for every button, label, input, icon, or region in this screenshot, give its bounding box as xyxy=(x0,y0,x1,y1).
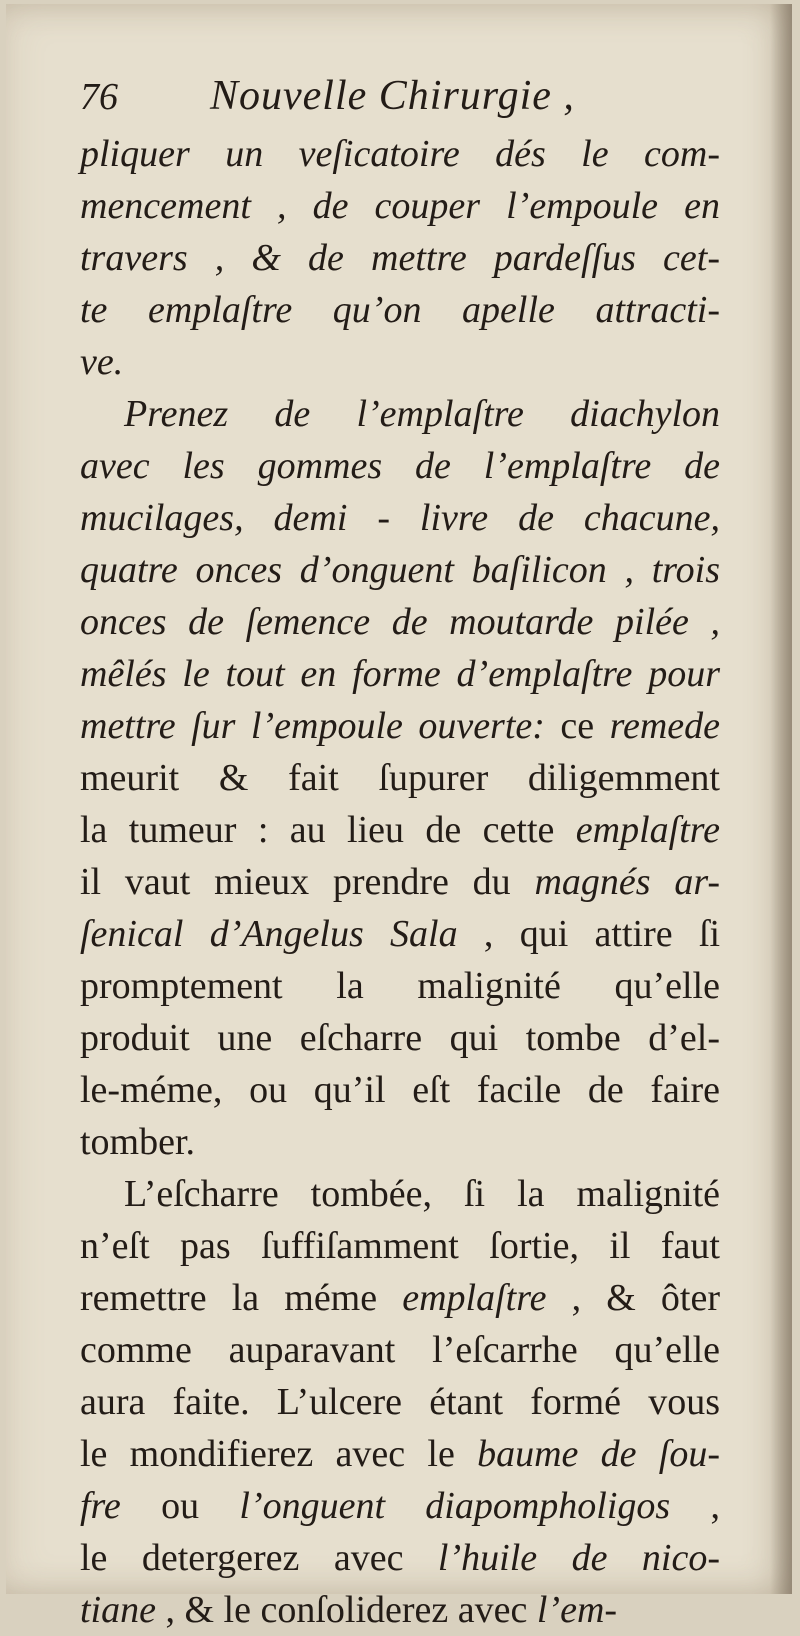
italic-span: mettre ſur l’empoule ouverte: xyxy=(80,705,545,747)
text-line xyxy=(80,804,720,856)
italic-span: travers , & de mettre pardeſſus cet- xyxy=(80,237,720,279)
text-line xyxy=(80,1220,720,1272)
roman-span: tomber. xyxy=(80,1121,196,1163)
text-line xyxy=(80,440,720,492)
roman-span: meurit & fait ſupurer diligemment xyxy=(80,757,720,799)
italic-span: fre xyxy=(80,1485,121,1527)
book-page xyxy=(6,4,792,1631)
italic-span: l’huile de nico- xyxy=(437,1537,720,1579)
roman-span: , xyxy=(670,1485,721,1527)
text-line xyxy=(80,596,720,648)
roman-span: aura faite. L’ulcere étant formé vous xyxy=(80,1381,720,1423)
roman-span: produit une eſcharre qui tombe d’el- xyxy=(80,1017,720,1059)
roman-span: L’eſcharre tombée, ſi la malignité xyxy=(124,1173,720,1215)
text-line xyxy=(80,1272,720,1324)
italic-span: te emplaſtre qu’on apelle attracti- xyxy=(80,289,720,331)
text-line xyxy=(80,544,720,596)
italic-span: remede xyxy=(609,705,721,747)
text-line xyxy=(80,1064,720,1116)
page-number: 76 xyxy=(80,76,118,118)
text-line xyxy=(80,856,720,908)
text-line xyxy=(80,128,720,180)
text-line xyxy=(80,1012,720,1064)
text-line xyxy=(80,1116,720,1168)
text-line xyxy=(80,284,720,336)
italic-span: l’em- xyxy=(536,1589,618,1631)
italic-span: emplaſtre xyxy=(575,809,720,851)
roman-span: remettre la méme xyxy=(80,1277,403,1319)
text-line xyxy=(80,180,720,232)
text-line xyxy=(80,700,720,752)
roman-span: promptement la malignité qu’elle xyxy=(80,965,720,1007)
italic-span: Prenez de l’emplaſtre diachylon xyxy=(124,393,720,435)
italic-span: onces de ſemence de moutarde pilée , xyxy=(80,601,720,643)
text-line xyxy=(80,1376,720,1428)
italic-span: l’onguent diapompholigos xyxy=(239,1485,671,1527)
text-line xyxy=(80,1480,720,1532)
roman-span: , & le conſoliderez avec xyxy=(155,1589,537,1631)
roman-span: comme auparavant l’eſcarrhe qu’elle xyxy=(80,1329,720,1371)
roman-span: il vaut mieux prendre du xyxy=(80,861,535,903)
roman-span: ce xyxy=(544,705,610,747)
roman-span: ou xyxy=(120,1485,240,1527)
italic-span: mêlés le tout en forme d’emplaſtre pour xyxy=(80,653,720,695)
italic-span: ſenical d’Angelus Sala xyxy=(80,913,458,955)
italic-span: mencement , de couper l’empoule en xyxy=(80,185,720,227)
running-title: Nouvelle Chirurgie , xyxy=(210,73,575,119)
text-line xyxy=(80,1428,720,1480)
roman-span: n’eſt pas ſuffiſamment ſortie, il faut xyxy=(80,1225,720,1267)
text-line xyxy=(80,232,720,284)
text-line xyxy=(80,648,720,700)
italic-span: baume de ſou- xyxy=(477,1433,721,1475)
page-gutter-shadow xyxy=(770,4,792,1594)
roman-span: le-méme, ou qu’il eſt facile de faire xyxy=(80,1069,720,1111)
text-line xyxy=(80,1168,720,1220)
text-line xyxy=(80,336,720,388)
roman-span: la tumeur : au lieu de cette xyxy=(80,809,576,851)
text-line xyxy=(80,1532,720,1584)
text-line xyxy=(80,752,720,804)
roman-span: le detergerez avec xyxy=(80,1537,438,1579)
italic-span: tiane xyxy=(80,1589,156,1631)
italic-span: avec les gommes de l’emplaſtre de xyxy=(80,445,720,487)
roman-span: , qui attire ſi xyxy=(457,913,721,955)
running-head xyxy=(80,72,720,128)
italic-span: emplaſtre xyxy=(402,1277,547,1319)
italic-span: mucilages, demi - livre de chacune, xyxy=(80,497,720,539)
roman-span: , & ôter xyxy=(546,1277,720,1319)
italic-span: pliquer un veſicatoire dés le com- xyxy=(80,133,720,175)
body-text xyxy=(80,128,720,1636)
text-line xyxy=(80,1584,720,1636)
roman-span: le mondifierez avec le xyxy=(80,1433,478,1475)
italic-span: quatre onces d’onguent baſilicon , trois xyxy=(80,549,720,591)
text-line xyxy=(80,388,720,440)
text-line xyxy=(80,1324,720,1376)
page-text-block xyxy=(80,72,720,1636)
text-line xyxy=(80,908,720,960)
italic-span: ve. xyxy=(80,341,124,383)
text-line xyxy=(80,960,720,1012)
italic-span: magnés ar- xyxy=(534,861,721,903)
text-line xyxy=(80,492,720,544)
